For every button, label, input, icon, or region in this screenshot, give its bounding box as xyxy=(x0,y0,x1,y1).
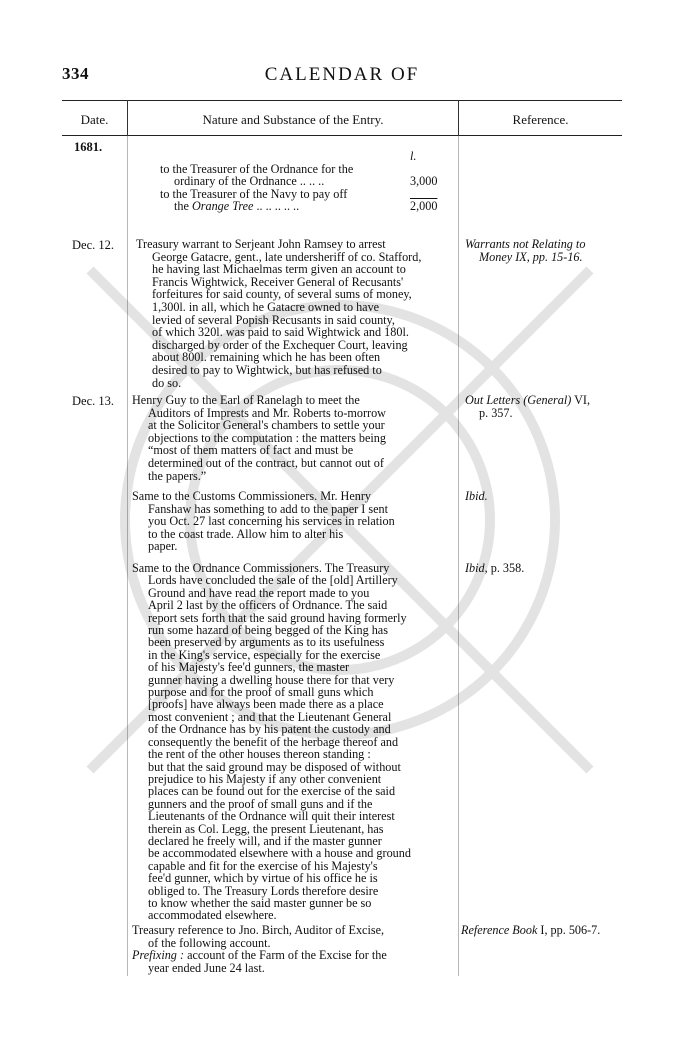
reference-line-wrapper xyxy=(465,251,585,264)
reference-page: , p. 358. xyxy=(484,561,525,575)
continuation-line-navy xyxy=(160,200,299,213)
entry-line: run some hazard of being begged of the King has xyxy=(148,623,388,638)
entry-line: April 2 last by the officers of Ordnance. The said xyxy=(148,598,388,613)
continuation-line: to the Treasurer of the Ordnance for the xyxy=(160,161,354,176)
text-run: the xyxy=(174,199,192,213)
entry-line: be accommodated elsewhere with a house and ground xyxy=(148,846,411,861)
text-run: .. .. .. .. .. xyxy=(253,199,300,213)
entry-line: to the coast trade. Allow him to alter his xyxy=(148,526,344,541)
entry-line: Lieutenants of the Ordnance will quit their interest xyxy=(148,809,395,824)
reference-volume: VI, xyxy=(571,393,591,407)
entry-line: places can be found out for the exercise of the said xyxy=(148,784,396,799)
entry-line: determined out of the contract, but cannot out of xyxy=(148,455,384,470)
entry-line: to know whether the said master gunner be so xyxy=(148,895,372,910)
entry-line: Fanshaw has something to add to the paper I sent xyxy=(148,501,388,516)
entry-line: Lords have concluded the sale of the [old] Artillery xyxy=(148,573,398,588)
reference-line: Warrants not Relating to xyxy=(465,237,586,251)
entry-line: prejudice to his Majesty if any other convenient xyxy=(148,771,382,786)
entry-body xyxy=(132,490,450,553)
text-run: account of the Farm of the Excise for the xyxy=(184,948,387,963)
entry-line: year ended June 24 last. xyxy=(148,960,265,975)
amount-unit: l. xyxy=(410,149,417,163)
entry-line: at the Solicitor General's chambers to settle your xyxy=(148,418,385,433)
entry-line: he having last Michaelmas term given an account to xyxy=(152,262,406,277)
continuation-line: ordinary of the Ordnance .. .. .. xyxy=(174,174,325,188)
column-divider-ref-body xyxy=(458,136,459,976)
entry-line: gunners and the proof of small guns and if the xyxy=(148,796,373,811)
entry-line: purpose and for the proof of small guns which xyxy=(148,685,374,700)
entry-line: Auditors of Imprests and Mr. Roberts to-morrow xyxy=(148,405,386,420)
entry-line: Treasury warrant to Serjeant John Ramsey to arrest xyxy=(136,237,386,251)
amount-unit-row xyxy=(160,150,450,163)
entry-body xyxy=(132,924,452,974)
entry-line: therein as Col. Legg, the present Lieutenant, has xyxy=(148,821,384,836)
entry-line: of which 320l. was paid to said Wightwick and 180l. xyxy=(152,325,409,340)
entry-line: Henry Guy to the Earl of Ranelagh to meet the xyxy=(132,393,360,407)
amount-ordnance: 3,000 xyxy=(410,174,438,188)
entry-line: in the King's service, especially for the exercise xyxy=(148,647,381,662)
entry-line: about 800l. remaining which he has been often xyxy=(152,350,381,365)
amount-row-ordnance xyxy=(160,175,450,188)
reference-line: Money IX, pp. 15-16. xyxy=(479,250,583,264)
entry-line: “most of them matters of fact and must be xyxy=(148,443,354,458)
entry-date: Dec. 12. xyxy=(72,238,114,252)
reference-title: Reference Book xyxy=(461,923,538,937)
reference-line: p. 357. xyxy=(479,406,513,420)
entry-line: fee'd gunner, which by virtue of his office he is xyxy=(148,871,378,886)
entry-line: discharged by order of the Exchequer Court, leaving xyxy=(152,337,408,352)
reference-line: Ibid. xyxy=(465,489,488,503)
entry-line: consequently the benefit of the herbage thereof and xyxy=(148,734,399,749)
amount-navy: 2,000 xyxy=(410,199,438,213)
entry-body xyxy=(136,238,450,389)
reference-title: Out Letters (General) xyxy=(465,393,572,407)
entry-line: declared he freely will, and if the master gunner xyxy=(148,833,382,848)
entry-line: the papers.” xyxy=(148,468,207,483)
entry-reference xyxy=(465,490,488,503)
column-header-reference: Reference. xyxy=(512,112,569,127)
entry-body xyxy=(132,562,450,922)
entry-line: objections to the computation : the matters being xyxy=(148,430,386,445)
entry-line: capable and fit for the exercise of his Majesty's xyxy=(148,858,378,873)
continuation-line: to the Treasurer of the Navy to pay off xyxy=(160,186,348,201)
page-number: 334 xyxy=(62,64,89,83)
entry-line: report sets forth that the said ground having formerly xyxy=(148,610,407,625)
entry-line: do so. xyxy=(152,375,182,390)
reference-page: I, pp. 506-7. xyxy=(537,923,601,937)
entry-line: George Gatacre, gent., late undersheriff of co. Stafford, xyxy=(152,249,422,264)
entry-line: accommodated elsewhere. xyxy=(148,908,277,923)
entry-reference xyxy=(465,562,524,575)
entry-line: levied of several Popish Recusants in said county, xyxy=(152,312,395,327)
entry-reference xyxy=(461,924,600,937)
table-header-rule xyxy=(62,135,622,136)
year-label: 1681. xyxy=(74,140,103,154)
entry-reference xyxy=(465,394,590,420)
entry-line: most convenient ; and that the Lieutenant General xyxy=(148,709,392,724)
entry-line: gunner having a dwelling house there for that very xyxy=(148,672,395,687)
amount-row-navy xyxy=(160,200,450,213)
entry-line: Treasury reference to Jno. Birch, Auditor of Excise, xyxy=(132,923,385,937)
entry-line: paper. xyxy=(148,539,178,554)
column-divider-date-body xyxy=(127,136,128,976)
ship-name: Orange Tree xyxy=(191,199,254,213)
column-header-nature: Nature and Substance of the Entry. xyxy=(202,112,384,127)
entry-line: the rent of the other houses thereon standing : xyxy=(148,747,371,762)
entry-line: of the following account. xyxy=(148,935,271,950)
page-header xyxy=(62,64,622,88)
entry-line: [proofs] have always been made there as a place xyxy=(148,697,384,712)
entry-line xyxy=(132,949,452,962)
prefixing-label: Prefixing : xyxy=(132,948,185,963)
entry-line: but that the said ground may be disposed of without xyxy=(148,759,401,774)
entry-line: 1,300l. in all, which he Gatacre owned to have xyxy=(152,299,380,314)
entry-line: been preserved by arguments as to its usefulness xyxy=(148,635,385,650)
reference-title: Ibid xyxy=(465,561,485,575)
entry-reference xyxy=(465,238,585,264)
column-header-date: Date. xyxy=(80,112,109,127)
entry-line: Ground and have read the report made to you xyxy=(148,585,370,600)
running-title: CALENDAR OF xyxy=(264,64,420,85)
entry-continuation xyxy=(160,150,450,213)
entry-body xyxy=(132,394,450,482)
entry-line: Same to the Ordnance Commissioners. The Treasury xyxy=(132,561,390,575)
entry-line: forfeitures for said county, of several sums of money, xyxy=(152,287,412,302)
entry-line: obliged to. The Treasury Lords therefore desire xyxy=(148,883,379,898)
entry-line: Francis Wightwick, Receiver General of Recusants' xyxy=(152,274,404,289)
table-top-rule xyxy=(62,100,622,101)
entry-date: Dec. 13. xyxy=(72,394,114,408)
entry-line: you Oct. 27 last concerning his services in relation xyxy=(148,514,395,529)
entry-line: desired to pay to Wightwick, but has refused to xyxy=(152,362,382,377)
entry-line: Same to the Customs Commissioners. Mr. Henry xyxy=(132,489,372,503)
entry-line: of his Majesty's fee'd gunners, the master xyxy=(148,660,350,675)
entry-line: of the Ordnance has by his patent the custody and xyxy=(148,722,391,737)
